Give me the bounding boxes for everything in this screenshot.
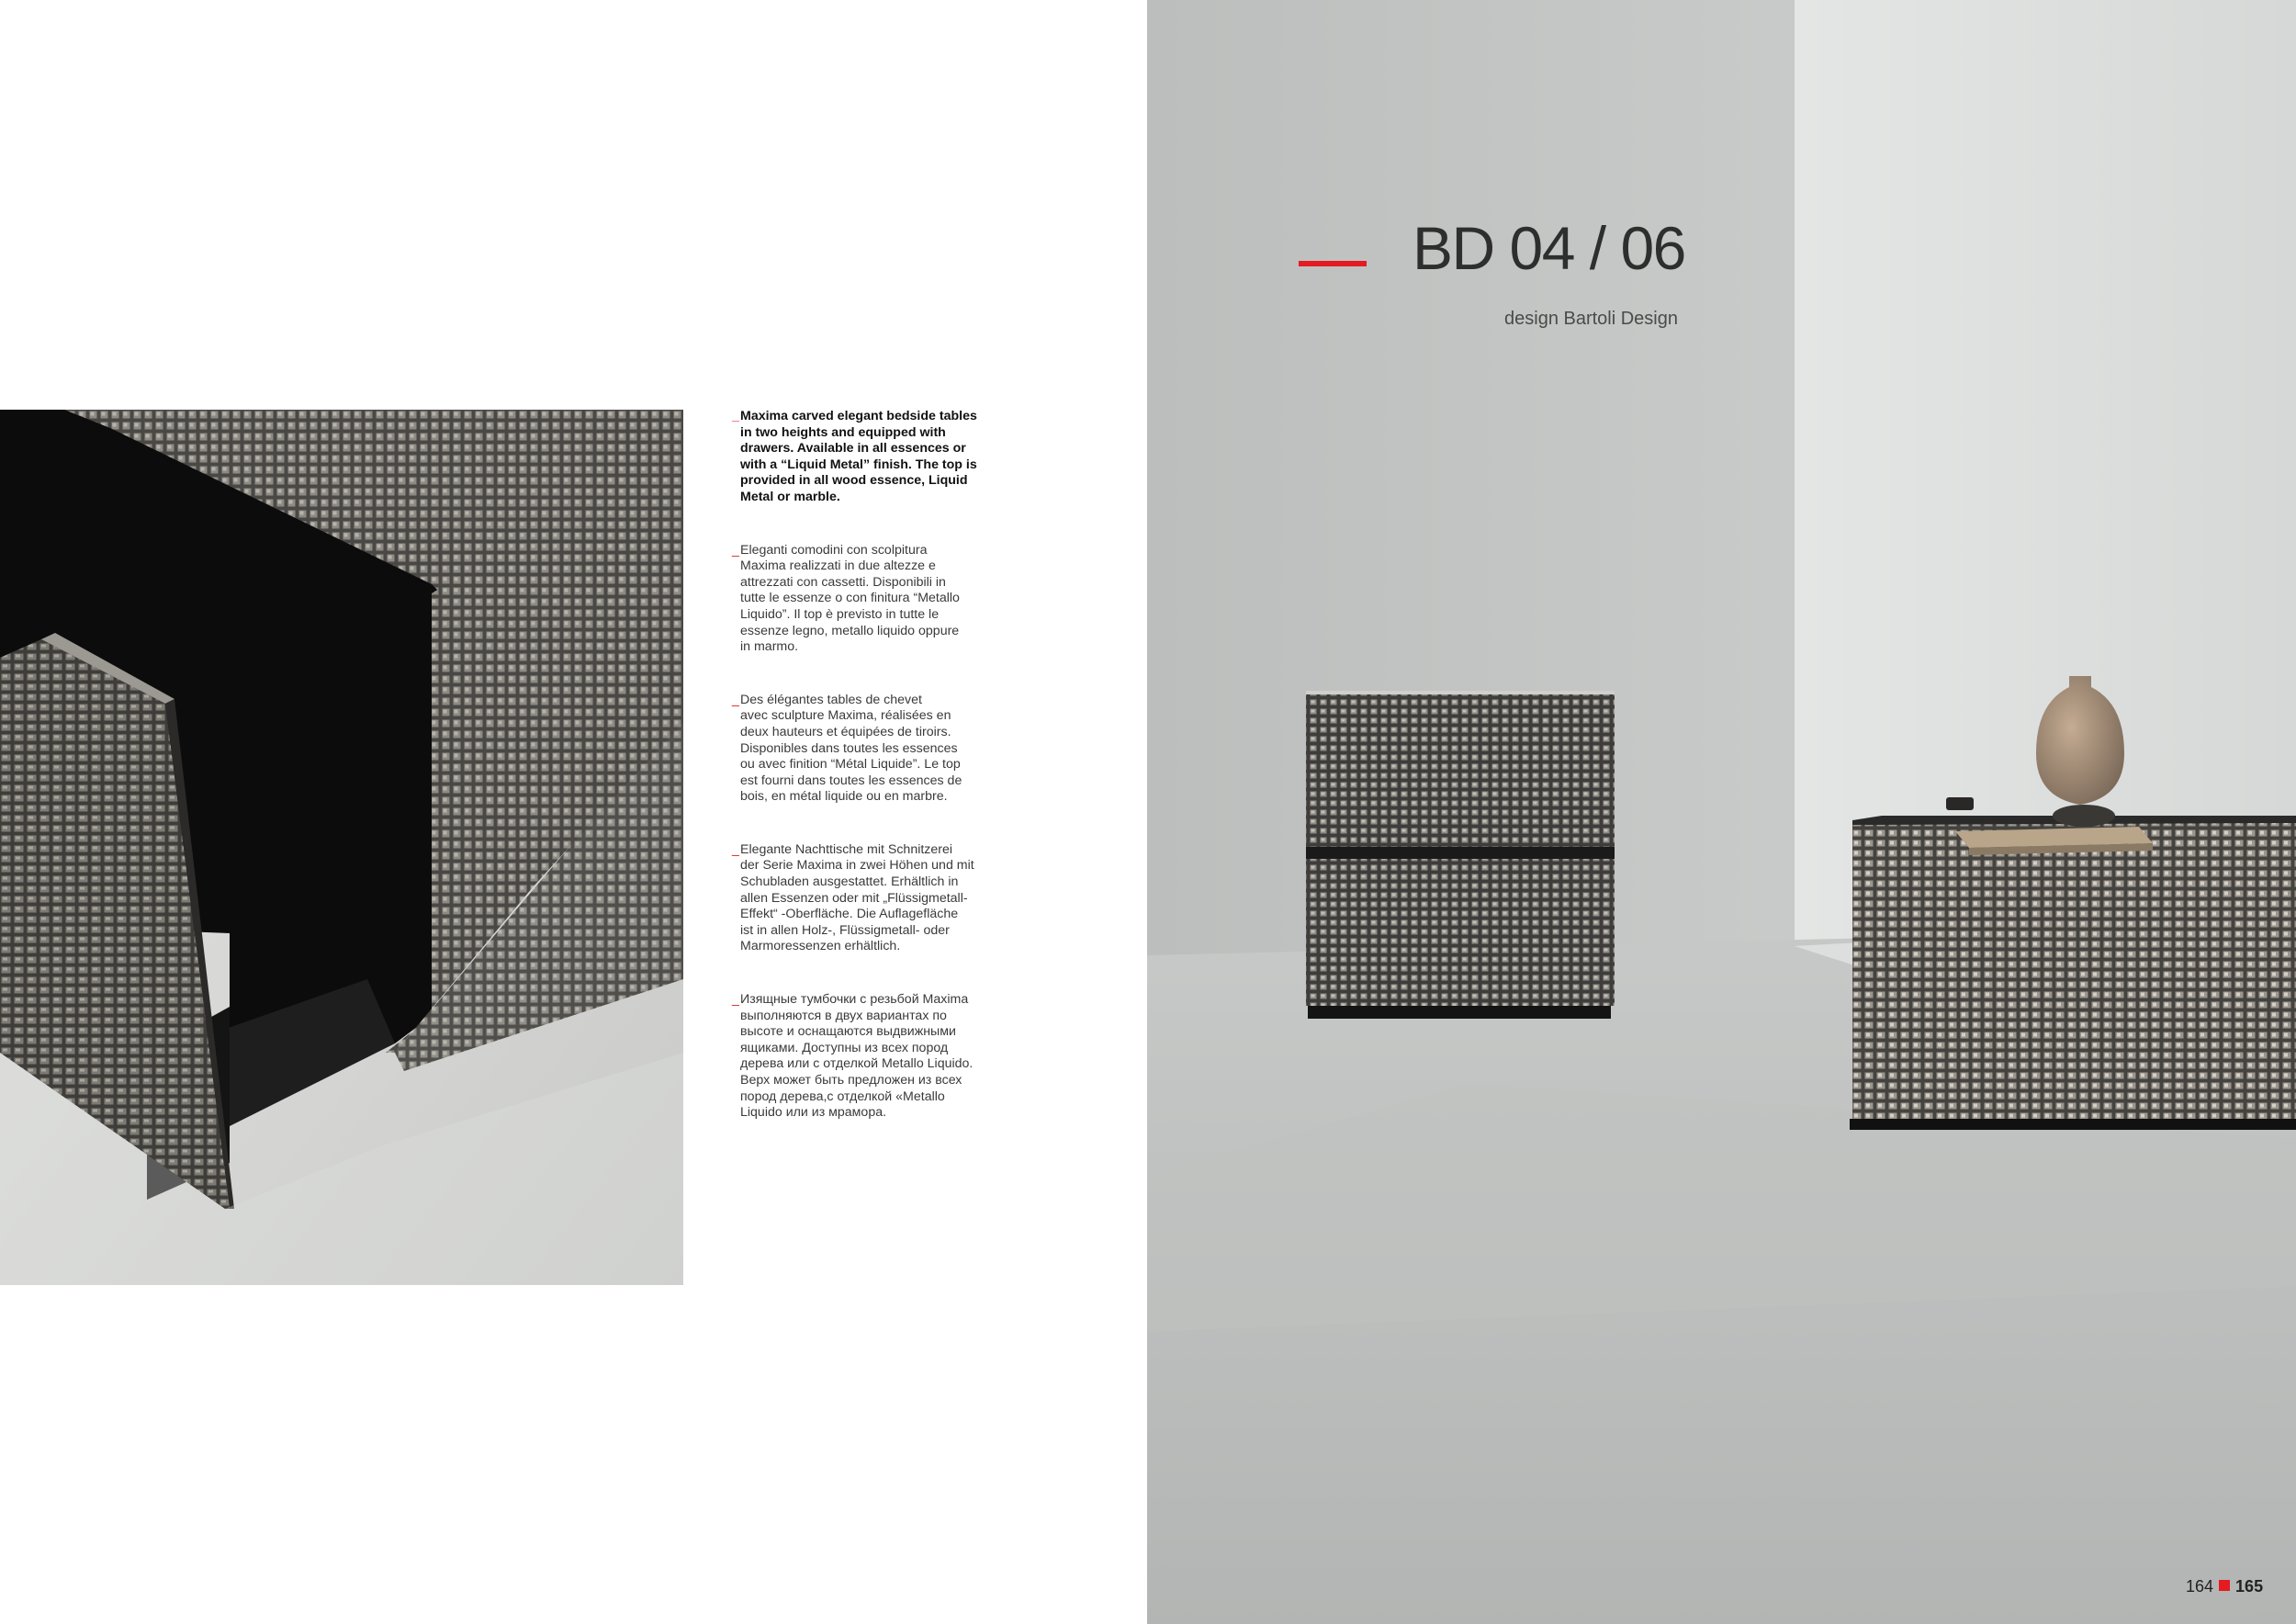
- description-fr-text: Des élégantes tables de chevet avec sculpture Maxima, réalisées en deux hauteurs et équipées de tiroirs. Disponibles dans toutes les essences ou avec finition “Métal Liquide”. Le top est fourni dans toutes les essences de bois, en métal liquide ou en marbre.: [740, 692, 962, 805]
- detail-photo-open-drawer: [0, 410, 683, 1285]
- page-number-right: 165: [2235, 1577, 2264, 1596]
- page-folio: [2186, 1576, 2263, 1596]
- red-square-icon: [2219, 1580, 2230, 1591]
- right-page: [1147, 0, 2296, 1624]
- description-en-text: Maxima carved elegant bedside tables in two heights and equipped with drawers. Available in all essences or with a “Liquid Metal” finish. The top is provided in all wood essence, Liquid Metal or marble.: [740, 409, 977, 504]
- description-ru-text: Изящные тумбочки с резьбой Maxima выполняются в двух вариантах по высоте и оснащаются выдвижными ящиками. Доступны из всех пород дерева или с отделкой Metallo Liquido. Верх может быть предложен из всех пород дерева,с отделкой «Metallo Liquido или из мрамора.: [740, 992, 974, 1121]
- description-en: [732, 409, 989, 506]
- left-page: [0, 0, 1147, 1624]
- product-title: BD 04 / 06: [1412, 214, 1685, 282]
- description-ru: [732, 992, 989, 1122]
- description-column: [732, 409, 989, 1122]
- red-underscore-mark: _: [732, 841, 739, 857]
- page-number-left: 164: [2186, 1577, 2214, 1596]
- description-it-text: Eleganti comodini con scolpitura Maxima realizzati in due altezze e attrezzati con cassetti. Disponibili in tutte le essenze o con finitura “Metallo Liquido”. Il top è previsto in tutte le essenze legno, metallo liquido oppure in marmo.: [740, 542, 960, 655]
- designer-credit: design Bartoli Design: [1504, 309, 1678, 329]
- description-it: [732, 543, 989, 656]
- description-fr: [732, 693, 989, 806]
- room-photo-bedside-tables: [1147, 0, 2296, 1624]
- description-de: [732, 842, 989, 955]
- red-underscore-mark: _: [732, 992, 739, 1008]
- red-underscore-mark: _: [732, 692, 739, 707]
- red-underscore-mark: _: [732, 542, 739, 558]
- description-de-text: Elegante Nachttische mit Schnitzerei der Serie Maxima in zwei Höhen und mit Schubladen ausgestattet. Erhältlich in allen Essenzen oder mit „Flüssigmetall- Effekt“ -Oberfläche. Die Auflagefläche ist in allen Holz-, Flüssigmetall- oder Marmoressenzen erhältlich.: [740, 841, 974, 954]
- red-underscore-mark: _: [732, 409, 739, 423]
- title-red-rule: [1299, 261, 1367, 266]
